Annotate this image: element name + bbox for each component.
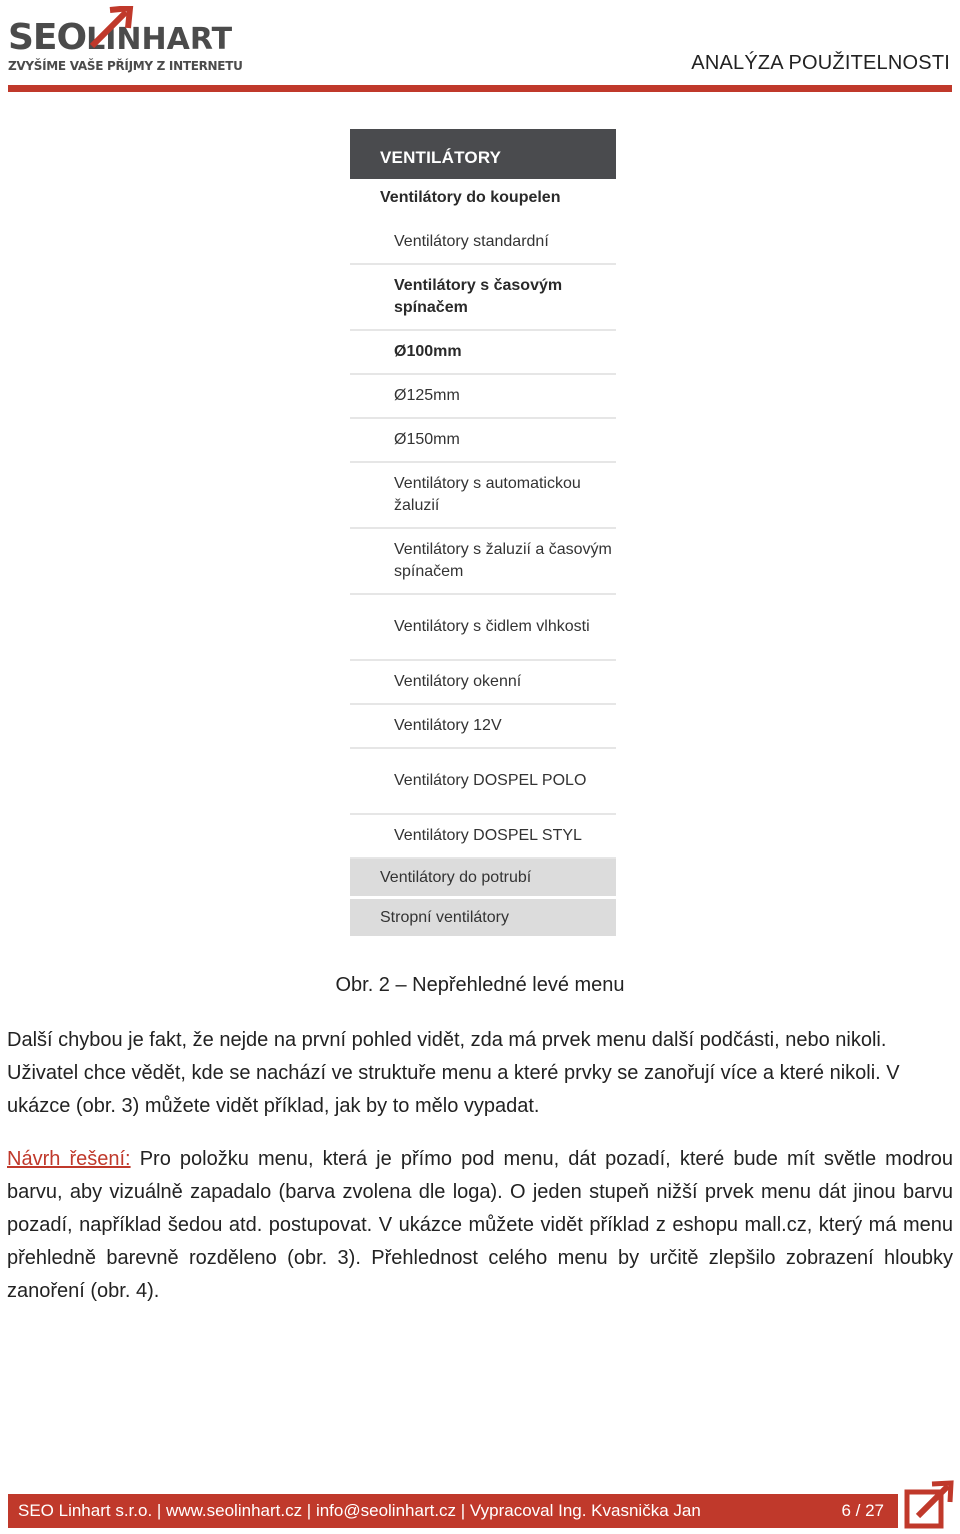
solution-paragraph (7, 1143, 953, 1308)
menu-item: Ventilátory s časovým spínačem (350, 265, 616, 331)
page-header (0, 0, 960, 96)
logo-linhart-text: LINHART (86, 22, 233, 57)
seo-linhart-logo (8, 6, 288, 76)
menu-item: Ø150mm (350, 419, 616, 463)
solution-label: Návrh řešení: (7, 1148, 131, 1170)
menu-item: Ventilátory DOSPEL POLO (350, 749, 616, 815)
menu-item: Ø125mm (350, 375, 616, 419)
menu-item: Ø100mm (350, 331, 616, 375)
body-paragraph: Další chybou je fakt, že nejde na první pohled vidět, zda má prvek menu další podčásti, nebo nikoli. Uživatel chce vědět, kde se nachází ve struktuře menu a které prvky se zanořují více a které nikoli. V ukázce (obr. 3) můžete vidět příklad, jak by to mělo vypadat. (7, 1029, 900, 1117)
menu-item: Ventilátory s čidlem vlhkosti (350, 595, 616, 661)
menu-item: Ventilátory okenní (350, 661, 616, 705)
footer-text: SEO Linhart s.r.o. | www.seolinhart.cz | info@seolinhart.cz | Vypracoval Ing. Kvasnička Jan (18, 1501, 701, 1520)
menu-gray-item: Stropní ventilátory (350, 899, 616, 939)
menu-item: Ventilátory s žaluzií a časovým spínačem (350, 529, 616, 595)
menu-item: Ventilátory DOSPEL STYL (350, 815, 616, 859)
document-title: ANALÝZA POUŽITELNOSTI (691, 52, 950, 74)
menu-heading: VENTILÁTORY (350, 129, 616, 179)
page-footer (8, 1494, 898, 1528)
menu-item: Ventilátory standardní (350, 221, 616, 265)
logo-seo-text: SEO (8, 17, 87, 58)
logo-tagline: ZVYŠÍME VAŠE PŘÍJMY Z INTERNETU (8, 59, 243, 73)
menu-screenshot (350, 129, 616, 939)
menu-gray-item: Ventilátory do potrubí (350, 859, 616, 899)
solution-text: Pro položku menu, která je přímo pod menu, dát pozadí, které bude mít světle modrou barvu, aby vizuálně zapadalo (barva zvolena dle loga). O jeden stupeň nižší prvek menu dát jinou barvu pozadí, například šedou atd. postupovat. V ukázce můžete vidět příklad z eshopu mall.cz, který má menu přehledně barevně rozděleno (obr. 3). Přehlednost celého menu by určitě zlepšilo zobrazení hloubky zanoření (obr. 4). (7, 1148, 953, 1302)
logo-arrow-icon (86, 6, 134, 52)
figure-caption: Obr. 2 – Nepřehledné levé menu (335, 974, 625, 996)
menu-subheading: Ventilátory do koupelen (380, 189, 561, 206)
header-divider (8, 85, 952, 92)
page-number: 6 / 27 (841, 1501, 884, 1520)
menu-item: Ventilátory s automatickou žaluzií (350, 463, 616, 529)
menu-item: Ventilátory 12V (350, 705, 616, 749)
footer-logo-arrow-icon (904, 1480, 954, 1530)
